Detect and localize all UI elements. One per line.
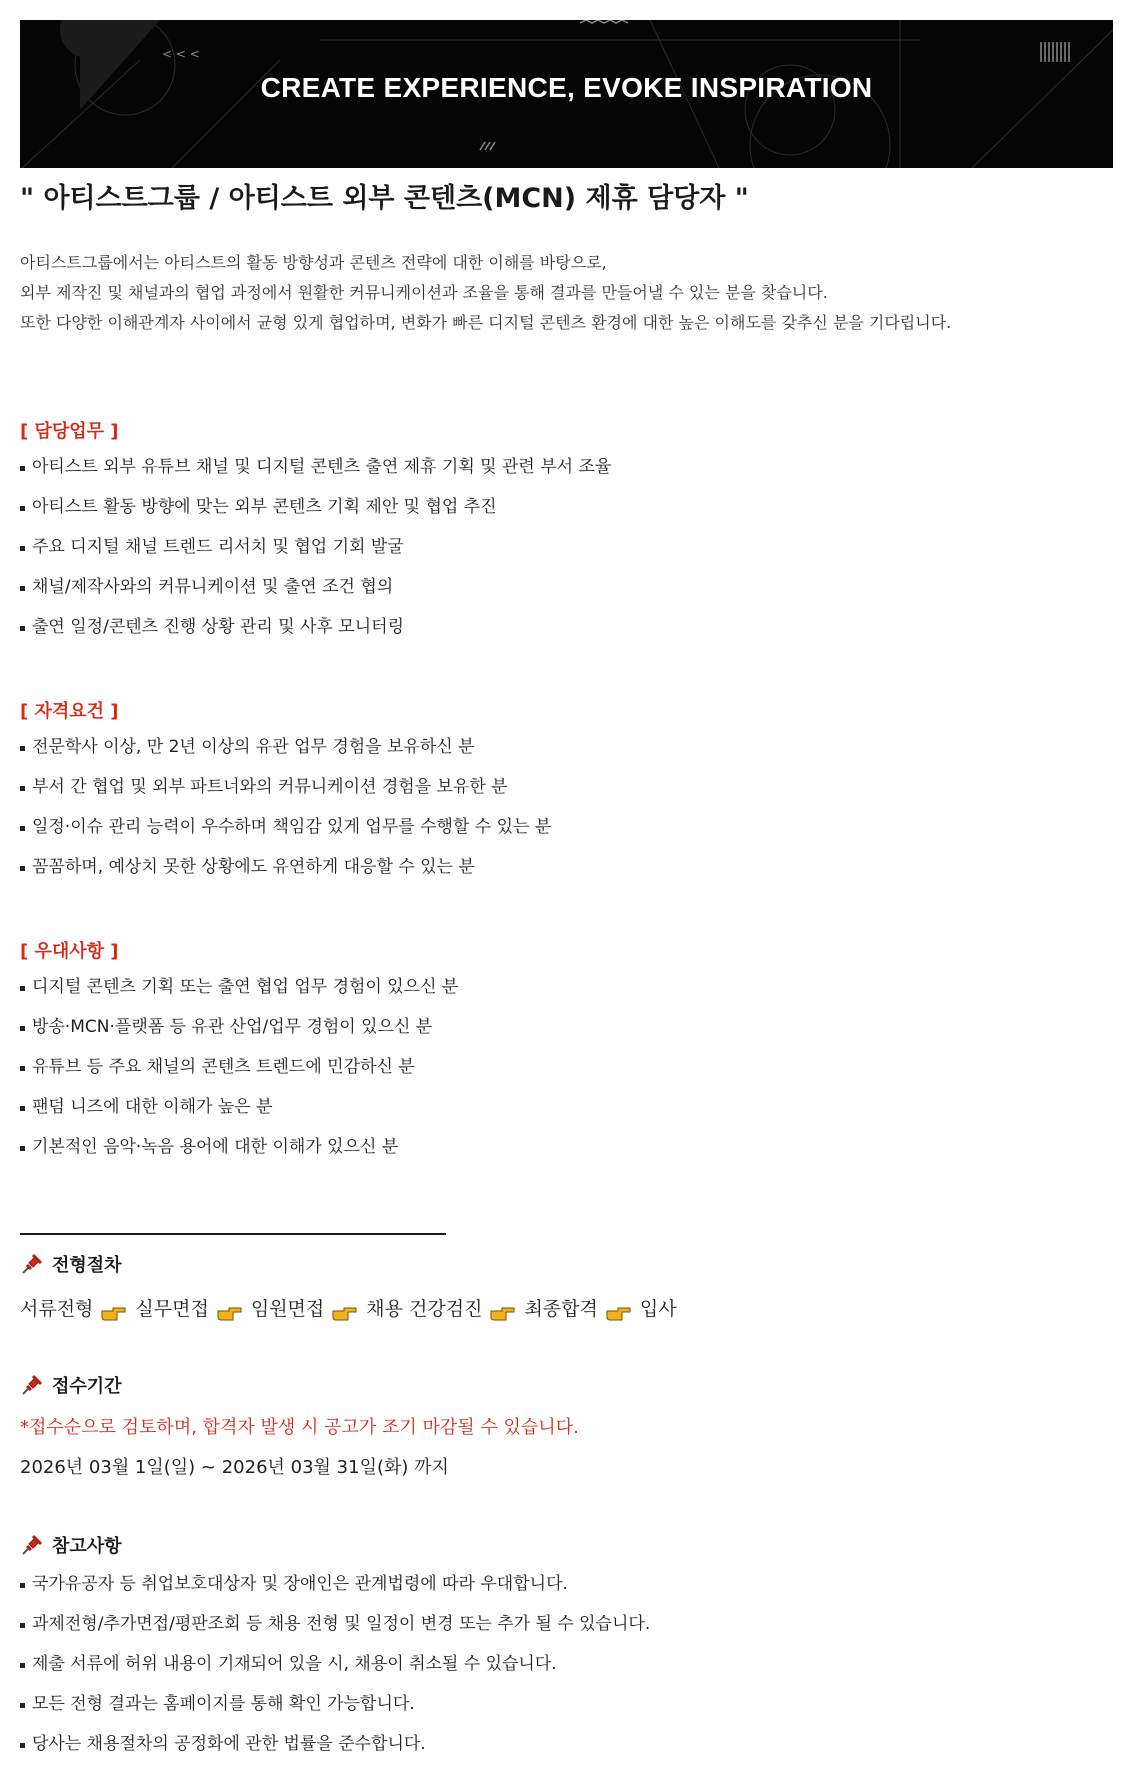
list-item-text: 국가유공자 등 취업보호대상자 및 장애인은 관계법령에 따라 우대합니다. [32,1574,568,1594]
pushpin-icon [20,1533,44,1557]
list-item [20,815,551,855]
application-heading-text: 접수기간 [52,1376,122,1397]
header-banner [20,20,1113,168]
list-item [20,975,458,1015]
list-item-text: 주요 디지털 채널 트렌드 리서치 및 협업 기회 발굴 [32,537,404,557]
application-heading [20,1372,122,1398]
bullet-icon [20,1703,25,1708]
step-label: 임원면접 [250,1298,325,1320]
list-item-text: 아티스트 외부 유튜브 채널 및 디지털 콘텐츠 출연 제휴 기획 및 관련 부서 조율 [32,457,612,477]
step-label: 서류전형 [20,1298,94,1320]
list-item [20,775,551,815]
bullet-icon [20,1663,25,1668]
bullet-icon [20,1026,25,1031]
intro-line: 외부 제작진 및 채널과의 협업 과정에서 원활한 커뮤니케이션과 조율을 통해 결과를 만들어낼 수 있는 분을 찾습니다. [20,283,828,302]
list-item-text: 아티스트 활동 방향에 맞는 외부 콘텐츠 기획 제안 및 협업 추진 [32,497,497,517]
pushpin-icon [20,1252,44,1276]
bullet-icon [20,1623,25,1628]
list-item-text: 과제전형/추가면접/평판조회 등 채용 전형 및 일정이 변경 또는 추가 될 수 있습니다. [32,1614,651,1634]
pointing-hand-icon [490,1300,516,1322]
list-item-text: 모든 전형 결과는 홈페이지를 통해 확인 가능합니다. [32,1694,415,1714]
pointing-hand-icon [101,1300,127,1322]
bullet-icon [20,1583,25,1588]
list-item [20,1732,650,1772]
list-item-text: 출연 일정/콘텐츠 진행 상황 관리 및 사후 모니터링 [32,617,404,637]
pointing-hand-icon [606,1300,632,1322]
bullet-icon [20,626,25,631]
bullet-icon [20,1066,25,1071]
process-heading-text: 전형절차 [52,1255,122,1276]
list-item-text: 전문학사 이상, 만 2년 이상의 유관 업무 경험을 보유하신 분 [32,737,475,757]
list-item-text: 방송·MCN·플랫폼 등 유관 산업/업무 경험이 있으신 분 [32,1017,433,1037]
section-divider [20,1233,446,1235]
step-label: 입사 [639,1298,677,1320]
list-item [20,1652,650,1692]
list-item-text: 유튜브 등 주요 채널의 콘텐츠 트렌드에 민감하신 분 [32,1057,415,1077]
list-item [20,1015,458,1055]
step-label: 채용 건강검진 [366,1298,483,1320]
intro-line: 또한 다양한 이해관계자 사이에서 균형 있게 협업하며, 변화가 빠른 디지털 콘텐츠 환경에 대한 높은 이해도를 갖추신 분을 기다립니다. [20,313,952,332]
list-item-text: 부서 간 협업 및 외부 파트너와의 커뮤니케이션 경험을 보유한 분 [32,777,508,797]
banner-title: CREATE EXPERIENCE, EVOKE INSPIRATION [260,72,873,103]
list-item-text: 제출 서류에 허위 내용이 기재되어 있을 시, 채용이 취소될 수 있습니다. [32,1654,557,1674]
preferred-heading: [ 우대사항 ] [20,941,119,962]
list-item-text: 기본적인 음악·녹음 용어에 대한 이해가 있으신 분 [32,1137,399,1157]
bullet-icon [20,826,25,831]
list-item-text: 디지털 콘텐츠 기획 또는 출연 협업 업무 경험이 있으신 분 [32,977,459,997]
pointing-hand-icon [217,1300,243,1322]
notes-heading-text: 참고사항 [52,1536,122,1557]
intro-text [20,248,951,338]
intro-line: 아티스트그룹에서는 아티스트의 활동 방향성과 콘텐츠 전략에 대한 이해를 바탕으로, [20,253,607,272]
list-item-text: 채널/제작사와의 커뮤니케이션 및 출연 조건 협의 [32,577,394,597]
step-label: 실무면접 [135,1298,209,1320]
list-item [20,535,611,575]
bullet-icon [20,746,25,751]
list-item-text: 꼼꼼하며, 예상치 못한 상황에도 유연하게 대응할 수 있는 분 [32,857,475,877]
bullet-icon [20,506,25,511]
list-item [20,1095,458,1135]
qualifications-list [20,735,551,895]
list-item-text: 일정·이슈 관리 능력이 우수하며 책임감 있게 업무를 수행할 수 있는 분 [32,817,552,837]
step-label: 최종합격 [524,1298,598,1320]
notes-heading [20,1532,122,1558]
qualifications-heading: [ 자격요건 ] [20,701,119,722]
list-item [20,455,611,495]
svg-text:< < <: < < < [162,47,200,61]
process-steps [20,1294,677,1321]
pointing-hand-icon [332,1300,358,1322]
bullet-icon [20,1146,25,1151]
list-item [20,1135,458,1175]
pushpin-icon [20,1373,44,1397]
bullet-icon [20,786,25,791]
duties-list [20,455,611,655]
application-period: 2026년 03월 1일(일) ~ 2026년 03월 31일(화) 까지 [20,1457,449,1478]
list-item [20,1692,650,1732]
bullet-icon [20,1743,25,1748]
list-item [20,575,611,615]
list-item [20,855,551,895]
page-title: " 아티스트그룹 / 아티스트 외부 콘텐츠(MCN) 제휴 담당자 " [20,183,749,214]
bullet-icon [20,586,25,591]
bullet-icon [20,466,25,471]
list-item [20,1572,650,1612]
preferred-list [20,975,458,1175]
bullet-icon [20,1106,25,1111]
list-item [20,1055,458,1095]
list-item [20,615,611,655]
duties-heading: [ 담당업무 ] [20,421,119,442]
list-item [20,735,551,775]
bullet-icon [20,546,25,551]
early-close-notice: *접수순으로 검토하며, 합격자 발생 시 공고가 조기 마감될 수 있습니다. [20,1417,579,1438]
list-item [20,495,611,535]
bullet-icon [20,986,25,991]
process-heading [20,1251,122,1277]
list-item [20,1612,650,1652]
list-item-text: 당사는 채용절차의 공정화에 관한 법률을 준수합니다. [32,1734,426,1754]
notes-list [20,1572,650,1772]
bullet-icon [20,866,25,871]
list-item-text: 팬덤 니즈에 대한 이해가 높은 분 [32,1097,273,1117]
